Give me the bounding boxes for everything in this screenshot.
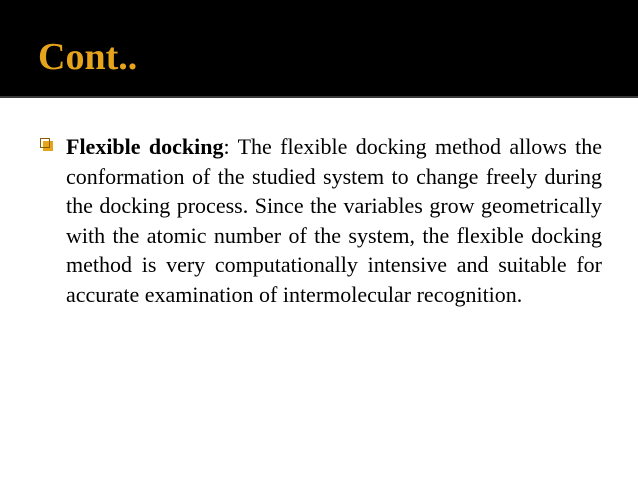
- title-band: [0, 0, 638, 98]
- slide-title: Cont..: [38, 36, 138, 78]
- bullet-item: [36, 132, 602, 310]
- title-divider: [0, 96, 638, 98]
- bullet-term: Flexible docking: [66, 134, 224, 159]
- bullet-separator: :: [223, 134, 230, 159]
- checkbox-square-icon: [40, 138, 54, 152]
- slide-content: [36, 132, 602, 310]
- bullet-text: The flexible docking method allows the conformation of the studied system to change freely during the docking process. Since the variables grow geometrically with the atomic number of the system, the flexible docking method is very computationally intensive and suitable for accurate examination of intermolecular recognition.: [66, 134, 603, 307]
